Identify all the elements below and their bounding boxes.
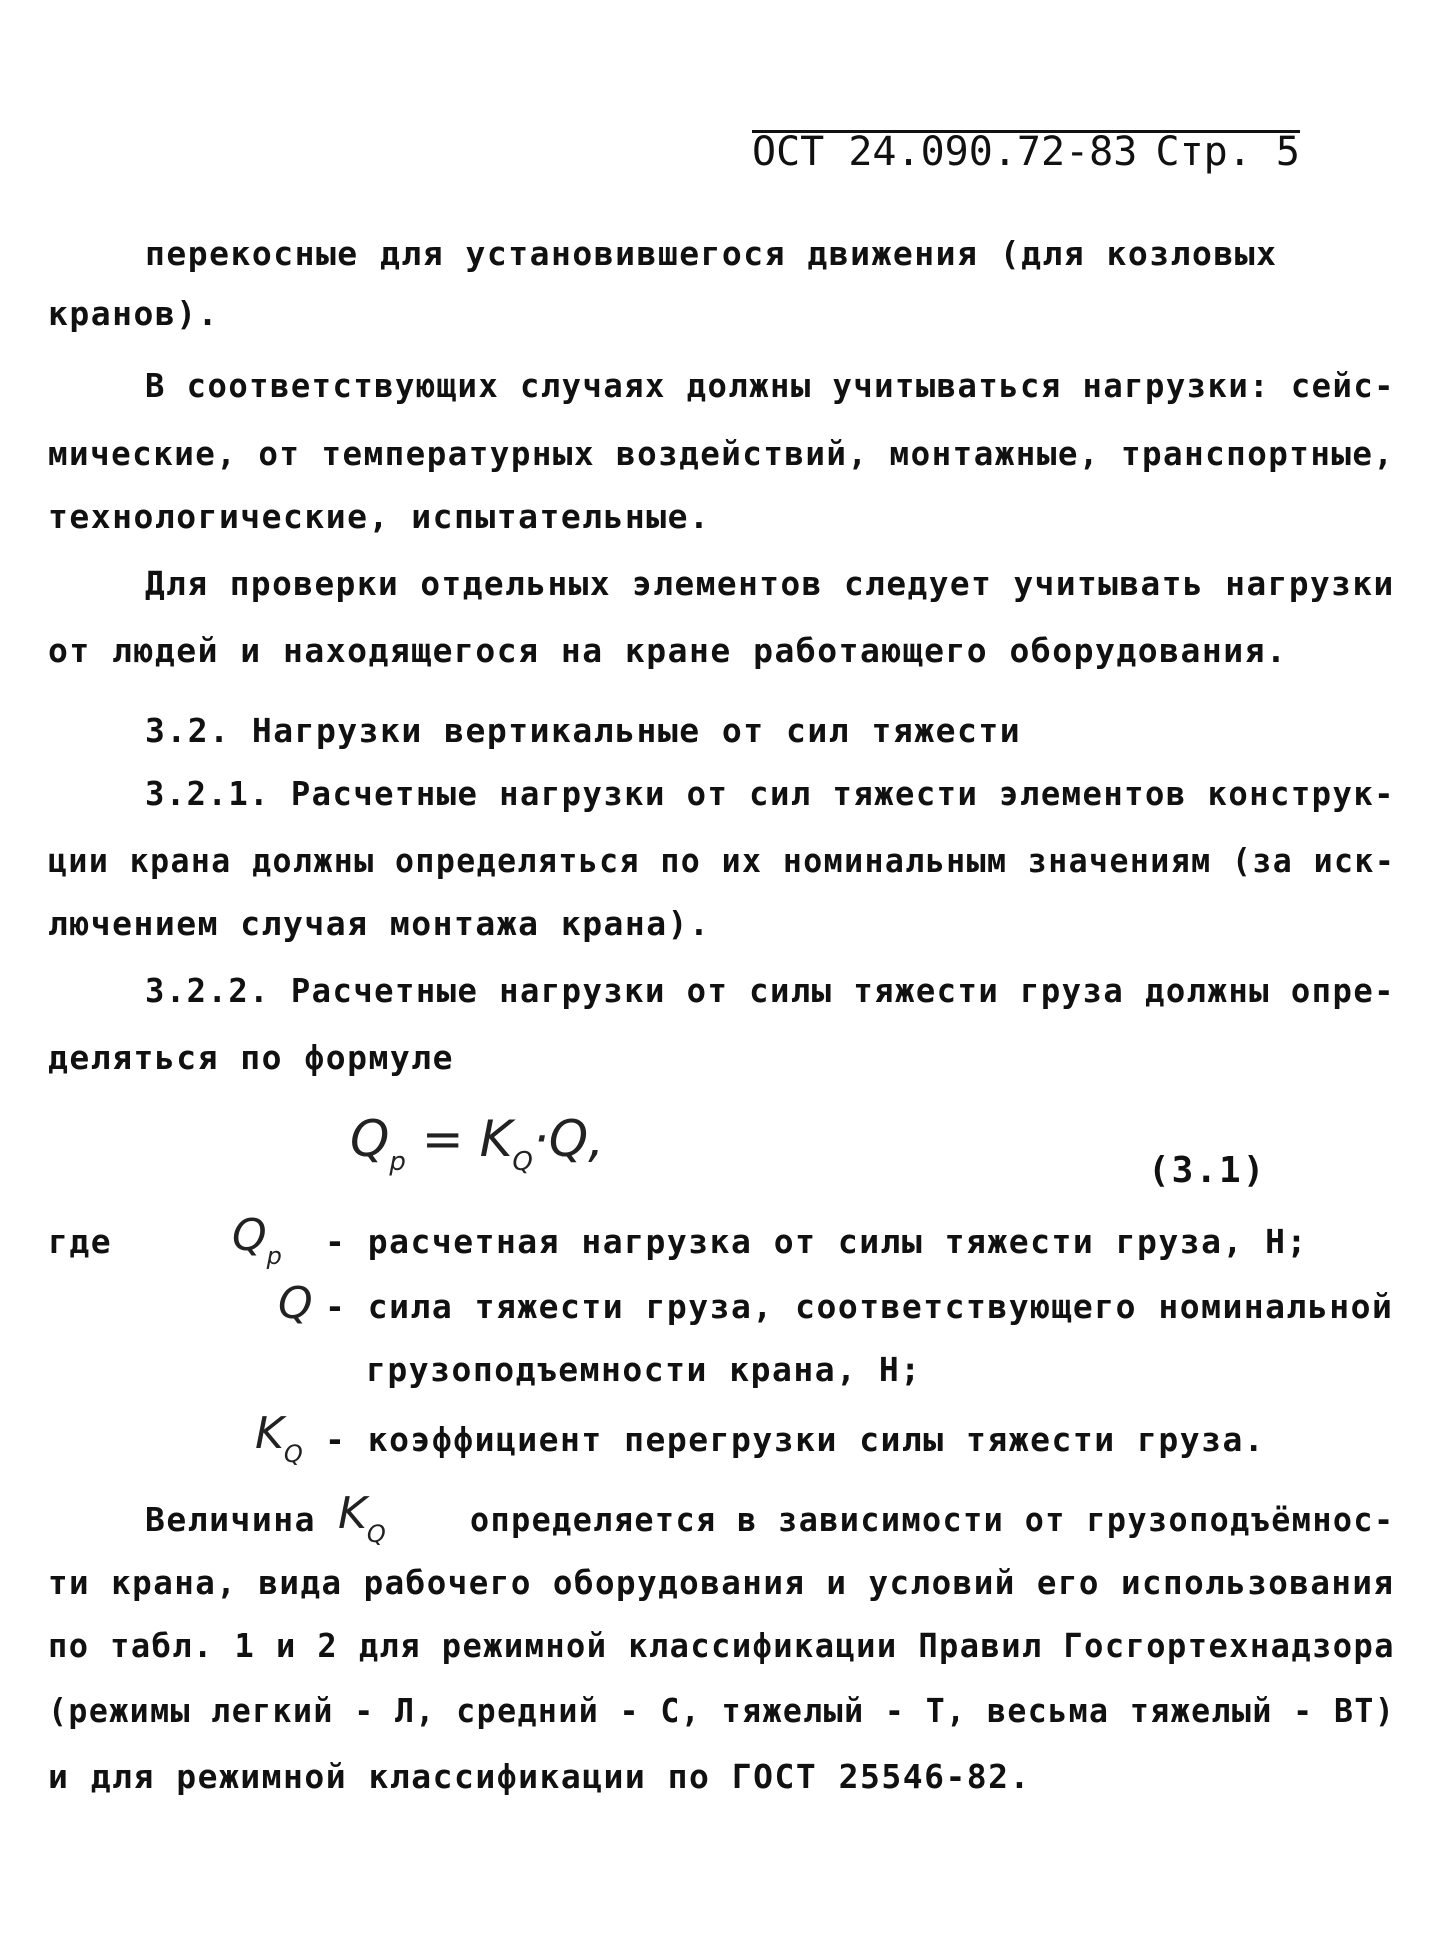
page-number: Стр. 5 [1155,129,1300,175]
text-line: В соответствующих случаях должны учитываться нагрузки: сейс- [145,366,1396,405]
text-line: определяется в зависимости от грузоподъёмнос- [470,1500,1395,1539]
formula-lhs-subscript: р [389,1147,406,1177]
definition-q: - сила тяжести груза, соответствующего номинальной [325,1287,1394,1326]
text-line: и для режимной классификации по ГОСТ 25546-82. [48,1757,1031,1796]
formula-lhs: Q [350,1110,390,1168]
text-line: Величина [145,1500,316,1539]
text-line: ти крана, вида рабочего оборудования и условий его использования [48,1563,1395,1602]
formula-rhs: ·Q, [532,1110,604,1168]
symbol-q-base: Q [278,1278,313,1329]
formula [350,1110,604,1177]
symbol-kq-inline-base: K [338,1488,367,1539]
text-line: перекосные для установившегося движения (для козловых [145,234,1278,273]
text-line: Для проверки отдельных элементов следует учитывать нагрузки [145,564,1395,603]
text-line: технологические, испытательные. [48,497,711,536]
text-line: по табл. 1 и 2 для режимной классификации Правил Госгортехнадзора [48,1626,1395,1665]
formula-k: K [479,1110,513,1168]
definition-q-cont: грузоподъемности крана, Н; [366,1350,922,1389]
symbol-kq-base: K [255,1408,284,1459]
text-line: лючением случая монтажа крана). [48,904,711,943]
symbol-qp-subscript: р [266,1242,282,1270]
symbol-q [278,1278,313,1329]
text-line: кранов). [48,294,219,333]
section-heading: 3.2. Нагрузки вертикальные от сил тяжести [145,711,1022,750]
page-header [752,128,1300,175]
text-line: деляться по формуле [48,1038,454,1077]
symbol-kq-inline [338,1488,386,1548]
symbol-qp-base: Q [232,1210,267,1261]
definition-kq: - коэффициент перегрузки силы тяжести груза. [325,1420,1266,1459]
symbol-qp [232,1210,282,1270]
text-line: 3.2.1. Расчетные нагрузки от сил тяжести элементов конструк- [145,774,1396,813]
text-line: (режимы легкий - Л, средний - С, тяжелый - Т, весьма тяжелый - ВТ) [48,1691,1396,1730]
text-line: ции крана должны определяться по их номинальным значениям (за иск- [48,841,1396,880]
formula-k-subscript: Q [512,1147,533,1177]
text-line: от людей и находящегося на кране работающего оборудования. [48,631,1288,670]
symbol-kq-subscript: Q [283,1440,303,1468]
text-line: 3.2.2. Расчетные нагрузки от силы тяжести груза должны опре- [145,971,1396,1010]
symbol-kq [255,1408,303,1468]
definition-qp: - расчетная нагрузка от силы тяжести груза, Н; [325,1222,1308,1261]
symbol-kq-inline-subscript: Q [366,1520,386,1548]
where-label: где [48,1222,113,1261]
formula-equals: = [405,1110,480,1168]
equation-number: (3.1) [1148,1150,1267,1191]
document-number: ОСТ 24.090.72-83 [752,129,1138,175]
text-line: мические, от температурных воздействий, монтажные, транспортные, [48,434,1395,473]
